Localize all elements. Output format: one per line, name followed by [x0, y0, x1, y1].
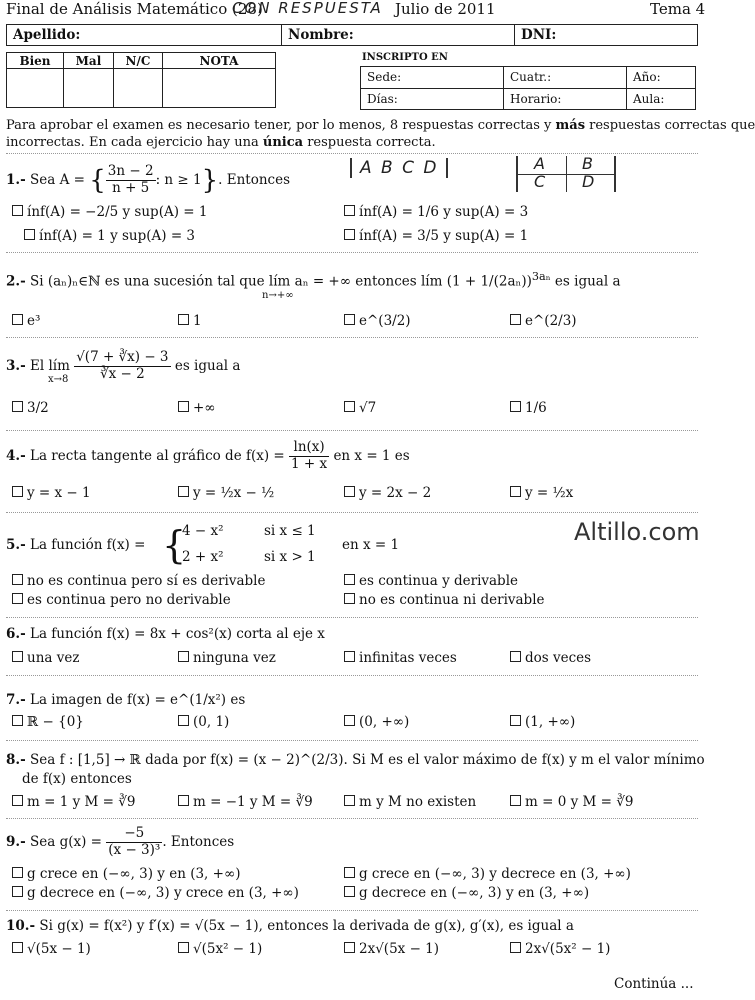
checkbox-icon[interactable] — [344, 886, 355, 897]
answer-marks-row: A B C D — [350, 158, 448, 178]
exam-date: Julio de 2011 — [395, 0, 496, 18]
q10-option-c[interactable]: 2x√(5x − 1) — [344, 941, 439, 957]
q4-option-b[interactable]: y = ½x − ½ — [178, 485, 274, 501]
horario-field[interactable]: Horario: — [504, 88, 627, 110]
q2-option-d[interactable]: e^(2/3) — [510, 313, 577, 329]
divider — [6, 337, 698, 338]
continue-footer: Continúa ... — [614, 976, 694, 992]
divider — [6, 910, 698, 911]
inscripto-table — [360, 66, 696, 110]
q3-option-a[interactable]: 3/2 — [12, 400, 49, 416]
handwritten-note: CON RESPUESTA — [232, 0, 383, 17]
q8-option-b[interactable]: m = −1 y M = ∛9 — [178, 794, 313, 810]
grade-bien: Bien — [7, 53, 64, 69]
divider — [6, 818, 698, 819]
q2-statement: 2.- Si (aₙ)ₙ∈ℕ es una sucesión tal que lím aₙ = +∞ entonces lím $(1 + 1/(2a_n))^{3a_n}$ es igual a — [6, 270, 621, 290]
checkbox-icon[interactable] — [344, 795, 355, 806]
checkbox-icon[interactable] — [510, 314, 521, 325]
checkbox-icon[interactable] — [344, 574, 355, 585]
checkbox-icon[interactable] — [510, 795, 521, 806]
checkbox-icon[interactable] — [344, 486, 355, 497]
site-logo: Altillo.com — [574, 518, 700, 546]
checkbox-icon[interactable] — [178, 795, 189, 806]
q9-statement: 9.- Sea g(x) = $\frac{-5}{\text{(x − 3)³}}$ . Entonces — [6, 825, 235, 858]
checkbox-icon[interactable] — [510, 715, 521, 726]
grade-table — [6, 52, 276, 108]
checkbox-icon[interactable] — [510, 401, 521, 412]
checkbox-icon[interactable] — [344, 205, 355, 216]
divider — [6, 617, 698, 618]
q4-option-a[interactable]: y = x − 1 — [12, 485, 91, 501]
q5-option-a[interactable]: no es continua pero sí es derivable — [12, 573, 265, 589]
q7-option-b[interactable]: (0, 1) — [178, 714, 229, 730]
id-row — [6, 24, 698, 46]
tema-label: Tema 4 — [650, 0, 706, 18]
q8-statement: 8.- Sea f : [1,5] → ℝ dada por f(x) = (x − 2)^(2/3). Si M es el valor máximo de f(x) y m el valor mínimo — [6, 752, 705, 768]
grade-nc: N/C — [113, 53, 162, 69]
q9-option-a[interactable]: g crece en (−∞, 3) y en (3, +∞) — [12, 866, 240, 882]
checkbox-icon[interactable] — [12, 574, 23, 585]
q10-option-b[interactable]: √(5x² − 1) — [178, 941, 262, 957]
checkbox-icon[interactable] — [344, 867, 355, 878]
checkbox-icon[interactable] — [510, 942, 521, 953]
checkbox-icon[interactable] — [344, 314, 355, 325]
q7-statement: 7.- La imagen de f(x) = e^(1/x²) es — [6, 692, 246, 708]
q8-option-a[interactable]: m = 1 y M = ∛9 — [12, 794, 135, 810]
grade-mal-cell[interactable] — [63, 69, 113, 108]
exam-title: Final de Análisis Matemático (28) — [6, 0, 263, 18]
q7-option-d[interactable]: (1, +∞) — [510, 714, 575, 730]
checkbox-icon[interactable] — [178, 401, 189, 412]
divider — [6, 740, 698, 741]
checkbox-icon[interactable] — [344, 593, 355, 604]
checkbox-icon[interactable] — [344, 715, 355, 726]
q3-statement: 3.- El lím $\frac{√(7 + ∛x) - 3}{∛x - 2}$ es igual a — [6, 349, 241, 382]
checkbox-icon[interactable] — [344, 651, 355, 662]
q3-option-d[interactable]: 1/6 — [510, 400, 547, 416]
checkbox-icon[interactable] — [12, 401, 23, 412]
apellido-field[interactable]: Apellido: — [7, 25, 282, 46]
checkbox-icon[interactable] — [178, 486, 189, 497]
checkbox-icon[interactable] — [24, 229, 35, 240]
q5-option-b[interactable]: es continua y derivable — [344, 573, 518, 589]
answer-marks-grid: A B C D — [516, 156, 616, 192]
q10-statement: 10.- Si g(x) = f(x²) y f′(x) = √(5x − 1), entonces la derivada de g(x), g′(x), es igual a — [6, 918, 574, 934]
dni-field[interactable]: DNI: — [515, 25, 698, 46]
q4-statement: 4.- La recta tangente al gráfico de f(x) = $\frac{\ln(x)}{1 + x}$ en x = 1 es — [6, 439, 410, 472]
q2-option-c[interactable]: e^(3/2) — [344, 313, 411, 329]
checkbox-icon[interactable] — [510, 486, 521, 497]
q4-option-c[interactable]: y = 2x − 2 — [344, 485, 431, 501]
q10-option-d[interactable]: 2x√(5x² − 1) — [510, 941, 610, 957]
q8-option-d[interactable]: m = 0 y M = ∛9 — [510, 794, 633, 810]
q6-option-a[interactable]: una vez — [12, 650, 79, 666]
divider — [6, 675, 698, 676]
intro-line-1: Para aprobar el examen es necesario tener, por lo menos, 8 respuestas correctas y más respuestas correctas que — [6, 118, 755, 133]
checkbox-icon[interactable] — [178, 651, 189, 662]
q7-option-a[interactable]: ℝ − {0} — [12, 714, 84, 730]
nombre-field[interactable]: Nombre: — [282, 25, 515, 46]
grade-bien-cell[interactable] — [7, 69, 64, 108]
q3-option-b[interactable]: +∞ — [178, 400, 216, 416]
checkbox-icon[interactable] — [12, 205, 23, 216]
grade-nc-cell[interactable] — [113, 69, 162, 108]
q9-option-c[interactable]: g decrece en (−∞, 3) y crece en (3, +∞) — [12, 885, 299, 901]
intro-line-2: incorrectas. En cada ejercicio hay una única respuesta correcta. — [6, 135, 436, 150]
q5-option-c[interactable]: es continua pero no derivable — [12, 592, 231, 608]
q1-option-d[interactable]: ínf(A) = 3/5 y sup(A) = 1 — [344, 228, 528, 244]
q8-option-c[interactable]: m y M no existen — [344, 794, 476, 810]
q9-option-b[interactable]: g crece en (−∞, 3) y decrece en (3, +∞) — [344, 866, 631, 882]
checkbox-icon[interactable] — [178, 942, 189, 953]
grade-mal: Mal — [63, 53, 113, 69]
q6-statement: 6.- La función f(x) = 8x + cos²(x) corta al eje x — [6, 626, 325, 642]
q1-statement: 1.- Sea A = { $\frac{3n - 2}{n + 5}$ : n ≥ 1}. Entonces — [6, 163, 290, 196]
dias-field[interactable]: Días: — [361, 88, 504, 110]
q1-option-a[interactable]: ínf(A) = −2/5 y sup(A) = 1 — [12, 204, 207, 220]
checkbox-icon[interactable] — [178, 715, 189, 726]
checkbox-icon[interactable] — [12, 867, 23, 878]
checkbox-icon[interactable] — [178, 314, 189, 325]
checkbox-icon[interactable] — [344, 401, 355, 412]
sede-field[interactable]: Sede: — [361, 67, 504, 89]
checkbox-icon[interactable] — [12, 715, 23, 726]
q5-option-d[interactable]: no es continua ni derivable — [344, 592, 545, 608]
q6-option-d[interactable]: dos veces — [510, 650, 591, 666]
q2-limit-subscript: n→+∞ — [262, 290, 294, 301]
checkbox-icon[interactable] — [344, 942, 355, 953]
divider — [6, 252, 698, 253]
checkbox-icon[interactable] — [12, 942, 23, 953]
checkbox-icon[interactable] — [12, 886, 23, 897]
checkbox-icon[interactable] — [510, 651, 521, 662]
cuatr-field[interactable]: Cuatr.: — [504, 67, 627, 89]
checkbox-icon[interactable] — [12, 486, 23, 497]
divider — [6, 430, 698, 431]
q3-limit-subscript: x→8 — [48, 374, 69, 385]
q6-option-c[interactable]: infinitas veces — [344, 650, 457, 666]
anio-field[interactable]: Año: — [627, 67, 696, 89]
q9-option-d[interactable]: g decrece en (−∞, 3) y en (3, +∞) — [344, 885, 589, 901]
q2-option-b[interactable]: 1 — [178, 313, 202, 329]
checkbox-icon[interactable] — [12, 314, 23, 325]
checkbox-icon[interactable] — [12, 593, 23, 604]
q8-statement-line-2: de f(x) entonces — [22, 771, 132, 787]
grade-nota: NOTA — [163, 53, 276, 69]
q1-option-b[interactable]: ínf(A) = 1/6 y sup(A) = 3 — [344, 204, 528, 220]
q4-option-d[interactable]: y = ½x — [510, 485, 573, 501]
q1-option-c[interactable]: ínf(A) = 1 y sup(A) = 3 — [24, 228, 195, 244]
checkbox-icon[interactable] — [12, 651, 23, 662]
q10-option-a[interactable]: √(5x − 1) — [12, 941, 91, 957]
q2-option-a[interactable]: e³ — [12, 313, 40, 329]
inscripto-title: INSCRIPTO EN — [362, 52, 448, 63]
checkbox-icon[interactable] — [12, 795, 23, 806]
q7-option-c[interactable]: (0, +∞) — [344, 714, 409, 730]
grade-nota-cell[interactable] — [163, 69, 276, 108]
aula-field[interactable]: Aula: — [627, 88, 696, 110]
q6-option-b[interactable]: ninguna vez — [178, 650, 276, 666]
q3-option-c[interactable]: √7 — [344, 400, 376, 416]
checkbox-icon[interactable] — [344, 229, 355, 240]
